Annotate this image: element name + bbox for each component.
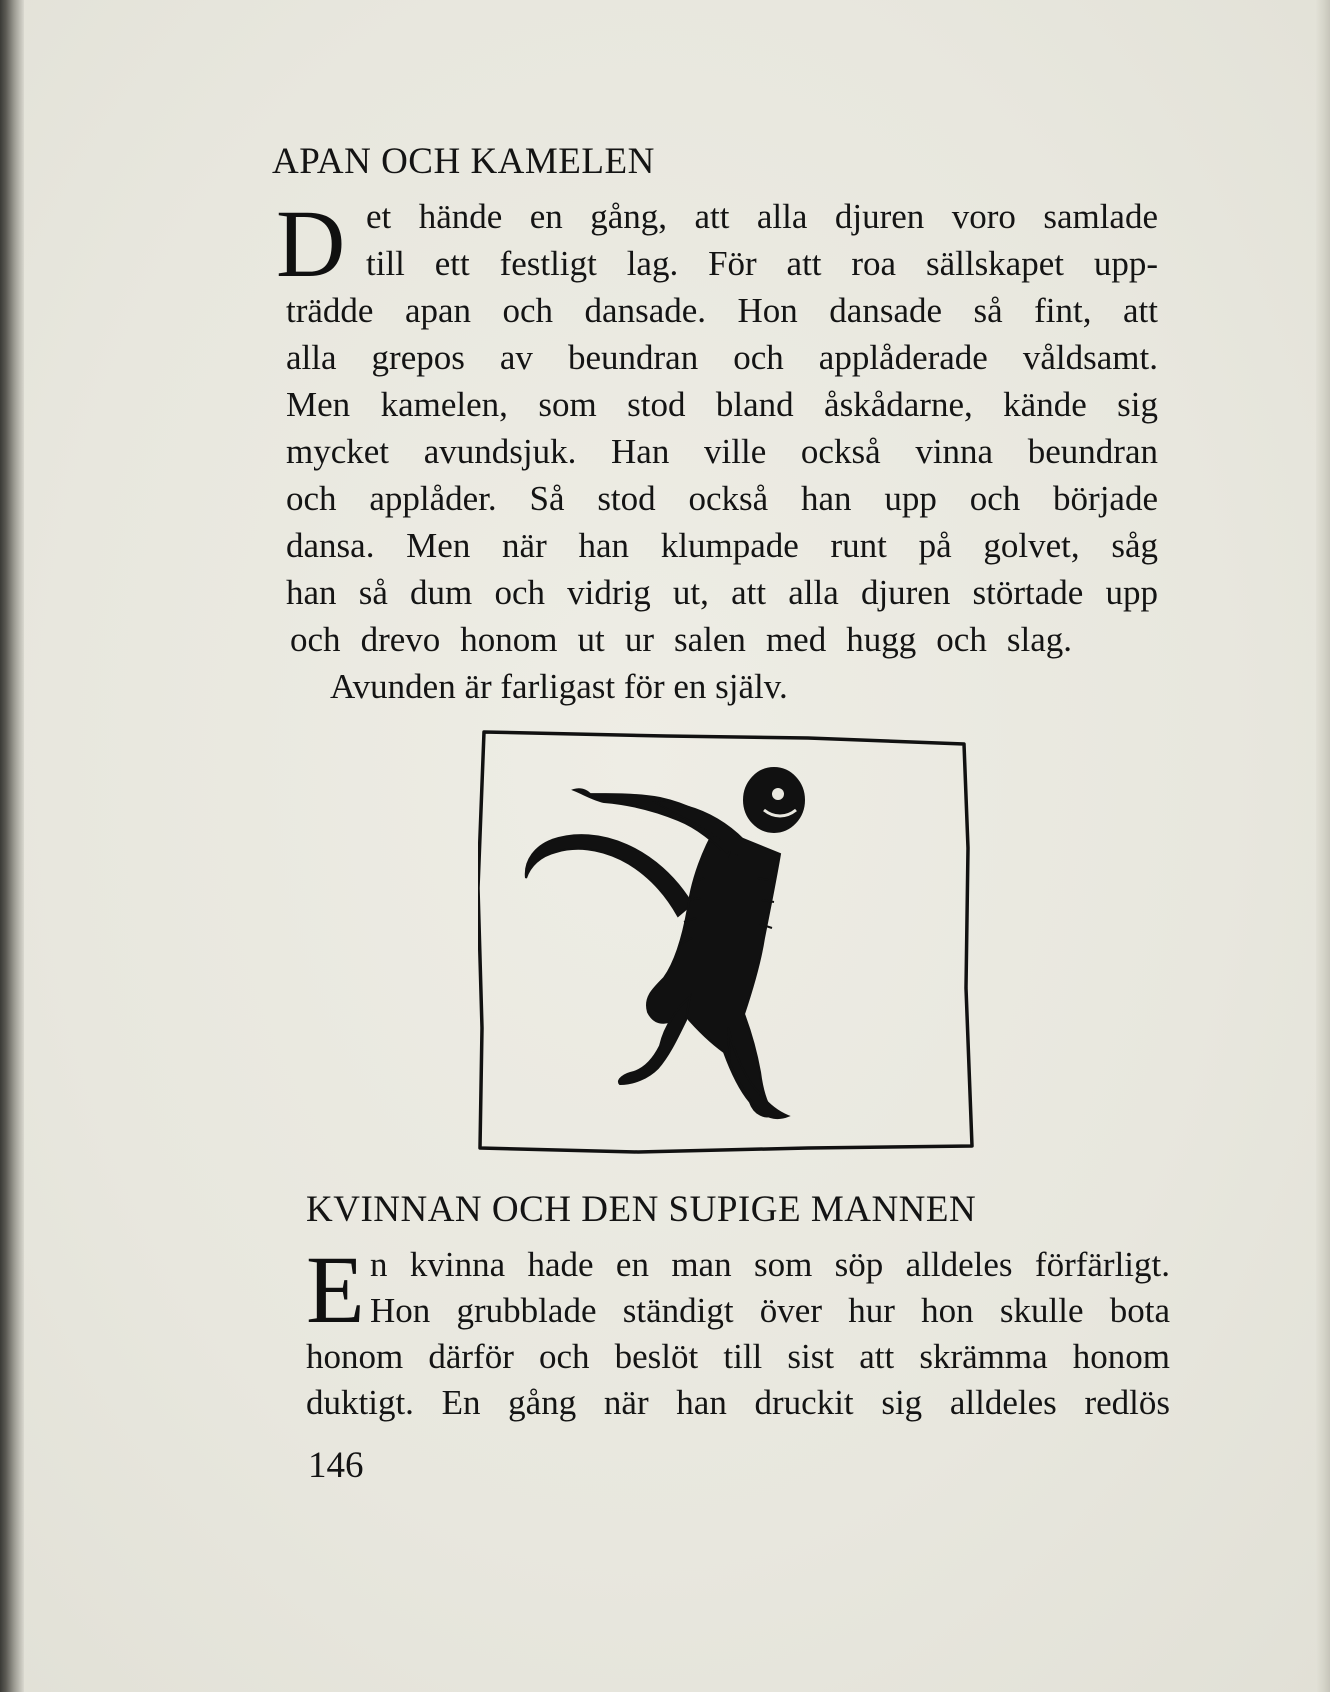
- story1-line-9: han så dum och vidrig ut, att alla djuren störtade upp: [286, 573, 1158, 612]
- story1-line-7: och applåder. Så stod också han upp och började: [286, 479, 1158, 518]
- story2-line-1: n kvinna hade en man som söp alldeles förfärligt.: [370, 1245, 1170, 1284]
- dropcap-d: D: [276, 190, 346, 297]
- story2-line-2: Hon grubblade ständigt över hur hon skulle bota: [370, 1291, 1170, 1330]
- story1-line-4: alla grepos av beundran och applåderade våldsamt.: [286, 338, 1158, 377]
- story-title-apan-och-kamelen: APAN OCH KAMELEN: [272, 141, 655, 182]
- page-right-edge: [1316, 0, 1330, 1692]
- page-number: 146: [308, 1445, 364, 1486]
- story1-line-3: trädde apan och dansade. Hon dansade så fint, att: [286, 291, 1158, 330]
- story1-moral: Avunden är farligast för en själv.: [330, 667, 788, 706]
- story1-line-6: mycket avundsjuk. Han ville också vinna beundran: [286, 432, 1158, 471]
- story1-line-1: et hände en gång, att alla djuren voro samlade: [366, 197, 1158, 236]
- story1-line-5: Men kamelen, som stod bland åskådarne, kände sig: [286, 385, 1158, 424]
- story1-line-2: till ett festligt lag. För att roa sällskapet upp-: [366, 244, 1158, 283]
- story-title-kvinnan-och-den-supige-mannen: KVINNAN OCH DEN SUPIGE MANNEN: [306, 1189, 977, 1230]
- dropcap-e: E: [306, 1236, 365, 1343]
- story1-line-8: dansa. Men när han klumpade runt på golvet, såg: [286, 526, 1158, 565]
- monkey-illustration: [478, 728, 998, 1158]
- monkey-figure: [526, 768, 804, 1118]
- story1-line-10: och drevo honom ut ur salen med hugg och slag.: [290, 620, 1072, 659]
- book-binding-edge: [0, 0, 24, 1692]
- story2-line-4: duktigt. En gång när han druckit sig alldeles redlös: [306, 1383, 1170, 1422]
- story2-line-3: honom därför och beslöt till sist att skrämma honom: [306, 1337, 1170, 1376]
